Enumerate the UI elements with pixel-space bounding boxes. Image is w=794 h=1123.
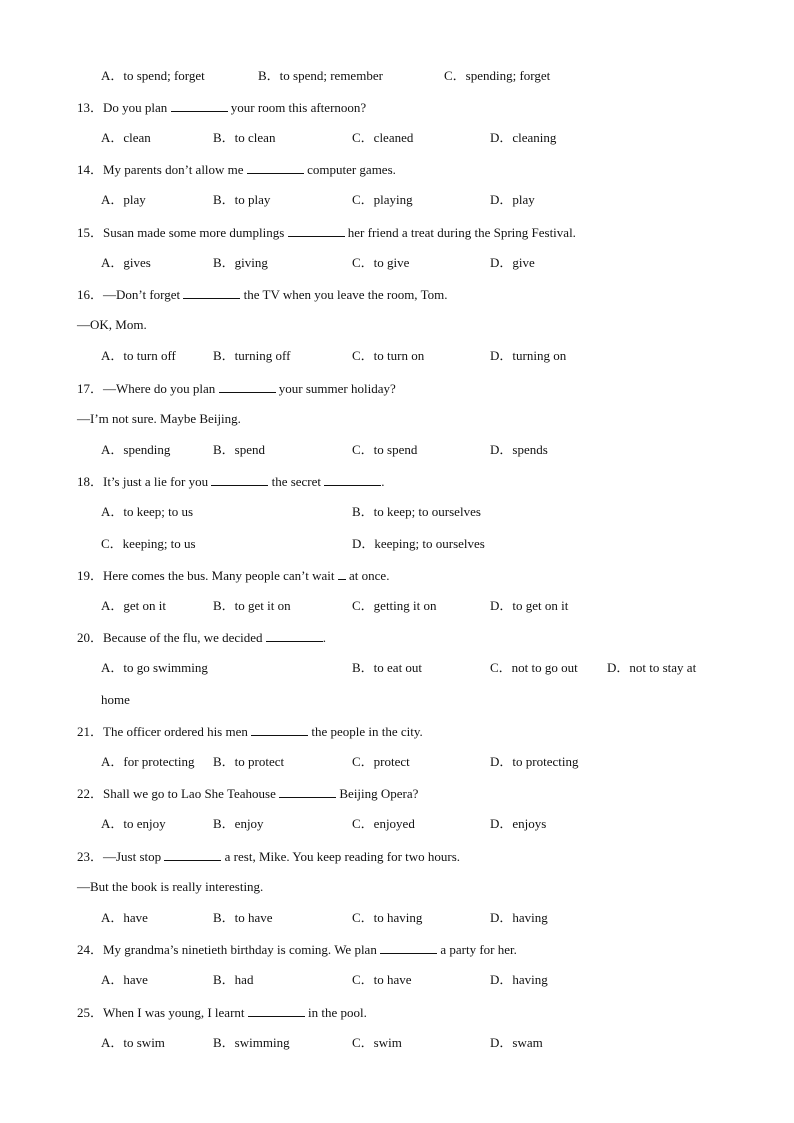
q20-option-a[interactable]: A．to go swimming [101, 660, 208, 675]
q13-option-a[interactable]: A．clean [101, 130, 151, 145]
q19-option-b[interactable]: B．to get it on [213, 598, 291, 613]
q17-option-b[interactable]: B．spend [213, 442, 266, 457]
q18-stem-before: 18．It’s just a lie for you [77, 474, 212, 489]
q22-option-d[interactable]: D．enjoys [490, 816, 547, 831]
q18-stem-middle: the secret [268, 474, 325, 489]
q15-stem [77, 224, 576, 241]
q23-option-c[interactable]: C．to having [352, 910, 423, 925]
q14-blank [247, 161, 304, 174]
q13-option-b[interactable]: B．to clean [213, 130, 276, 145]
q21-blank [251, 723, 308, 736]
q25-option-b[interactable]: B．swimming [213, 1035, 290, 1050]
q18-option-b[interactable]: B．to keep; to ourselves [352, 504, 481, 519]
q23-stem-after: a rest, Mike. You keep reading for two hours. [221, 849, 461, 864]
q21-stem-after: the people in the city. [308, 724, 423, 739]
q18-option-d[interactable]: D．keeping; to ourselves [352, 536, 485, 551]
q16-reply: —OK, Mom. [77, 317, 147, 332]
q22-option-c[interactable]: C．enjoyed [352, 816, 415, 831]
q22-stem-before: 22．Shall we go to Lao She Teahouse [77, 786, 280, 801]
q18-blank-1 [211, 473, 268, 486]
q16-option-c[interactable]: C．to turn on [352, 348, 425, 363]
q18-option-c[interactable]: C．keeping; to us [101, 536, 196, 551]
q17-stem-before: 17．—Where do you plan [77, 381, 219, 396]
q12-option-b[interactable]: B．to spend; remember [258, 68, 383, 83]
q21-option-c[interactable]: C．protect [352, 754, 410, 769]
q14-stem [77, 161, 396, 178]
q13-stem-after: your room this afternoon? [227, 100, 367, 115]
q22-stem [77, 785, 418, 802]
q23-option-a[interactable]: A．have [101, 910, 148, 925]
q14-option-d[interactable]: D．play [490, 192, 535, 207]
q18-blank-2 [324, 473, 381, 486]
q20-option-d[interactable]: D．not to stay at [607, 660, 697, 675]
q20-option-b[interactable]: B．to eat out [352, 660, 423, 675]
q24-stem-before: 24．My grandma’s ninetieth birthday is coming. We plan [77, 942, 381, 957]
q25-option-c[interactable]: C．swim [352, 1035, 402, 1050]
q17-option-a[interactable]: A．spending [101, 442, 171, 457]
q25-blank [248, 1004, 305, 1017]
q13-option-c[interactable]: C．cleaned [352, 130, 414, 145]
q24-option-b[interactable]: B．had [213, 972, 254, 987]
q23-stem [77, 848, 460, 865]
q14-option-a[interactable]: A．play [101, 192, 146, 207]
q17-blank [219, 380, 276, 393]
q16-option-a[interactable]: A．to turn off [101, 348, 176, 363]
q16-option-d[interactable]: D．turning on [490, 348, 567, 363]
q19-stem [77, 567, 389, 584]
q20-blank [266, 629, 323, 642]
q17-option-c[interactable]: C．to spend [352, 442, 418, 457]
q24-option-d[interactable]: D．having [490, 972, 548, 987]
q23-reply: —But the book is really interesting. [77, 879, 264, 894]
q19-stem-before: 19．Here comes the bus. Many people can’t wait [77, 568, 338, 583]
q21-option-b[interactable]: B．to protect [213, 754, 285, 769]
q22-stem-after: Beijing Opera? [336, 786, 419, 801]
q19-option-a[interactable]: A．get on it [101, 598, 166, 613]
q24-stem-after: a party for her. [437, 942, 517, 957]
q14-option-b[interactable]: B．to play [213, 192, 271, 207]
q15-option-d[interactable]: D．give [490, 255, 535, 270]
q22-blank [279, 785, 336, 798]
q24-stem [77, 941, 517, 958]
q13-stem-before: 13．Do you plan [77, 100, 171, 115]
q25-stem-after: in the pool. [304, 1005, 367, 1020]
q15-stem-after: her friend a treat during the Spring Festival. [344, 225, 576, 240]
q18-stem-after: . [381, 474, 385, 489]
q15-stem-before: 15．Susan made some more dumplings [77, 225, 288, 240]
q16-option-b[interactable]: B．turning off [213, 348, 291, 363]
q13-stem [77, 99, 366, 116]
q14-stem-before: 14．My parents don’t allow me [77, 162, 247, 177]
q24-option-c[interactable]: C．to have [352, 972, 412, 987]
q13-option-d[interactable]: D．cleaning [490, 130, 557, 145]
q21-option-a[interactable]: A．for protecting [101, 754, 195, 769]
q13-blank [171, 99, 228, 112]
q22-option-a[interactable]: A．to enjoy [101, 816, 166, 831]
q14-stem-after: computer games. [303, 162, 396, 177]
q14-option-c[interactable]: C．playing [352, 192, 413, 207]
q20-stem-before: 20．Because of the flu, we decided [77, 630, 266, 645]
q23-option-d[interactable]: D．having [490, 910, 548, 925]
q15-option-a[interactable]: A．gives [101, 255, 151, 270]
q24-blank [380, 941, 437, 954]
q12-option-a[interactable]: A．to spend; forget [101, 68, 205, 83]
q20-option-c[interactable]: C．not to go out [490, 660, 578, 675]
q22-option-b[interactable]: B．enjoy [213, 816, 264, 831]
q19-option-d[interactable]: D．to get on it [490, 598, 569, 613]
q25-stem [77, 1004, 367, 1021]
q16-blank [183, 286, 240, 299]
q23-stem-before: 23．—Just stop [77, 849, 165, 864]
q21-option-d[interactable]: D．to protecting [490, 754, 579, 769]
q19-stem-after: at once. [345, 568, 390, 583]
q16-stem [77, 286, 447, 303]
q21-stem-before: 21．The officer ordered his men [77, 724, 252, 739]
q20-option-d-wrap: home [101, 692, 130, 707]
q25-option-a[interactable]: A．to swim [101, 1035, 165, 1050]
q18-option-a[interactable]: A．to keep; to us [101, 504, 194, 519]
q24-option-a[interactable]: A．have [101, 972, 148, 987]
q17-option-d[interactable]: D．spends [490, 442, 548, 457]
q17-reply: —I’m not sure. Maybe Beijing. [77, 411, 241, 426]
q18-stem [77, 473, 385, 490]
q25-stem-before: 25．When I was young, I learnt [77, 1005, 248, 1020]
q23-option-b[interactable]: B．to have [213, 910, 273, 925]
q15-option-c[interactable]: C．to give [352, 255, 410, 270]
q19-blank [338, 567, 346, 580]
q23-blank [164, 848, 221, 861]
q20-stem [77, 629, 326, 646]
q21-stem [77, 723, 423, 740]
q19-option-c[interactable]: C．getting it on [352, 598, 437, 613]
q16-stem-after: the TV when you leave the room, Tom. [240, 287, 448, 302]
q25-option-d[interactable]: D．swam [490, 1035, 543, 1050]
q17-stem-after: your summer holiday? [275, 381, 396, 396]
q15-option-b[interactable]: B．giving [213, 255, 268, 270]
q20-stem-after: . [322, 630, 327, 645]
q16-stem-before: 16．—Don’t forget [77, 287, 184, 302]
q12-option-c[interactable]: C．spending; forget [444, 68, 551, 83]
q15-blank [288, 224, 345, 237]
q17-stem [77, 380, 396, 397]
